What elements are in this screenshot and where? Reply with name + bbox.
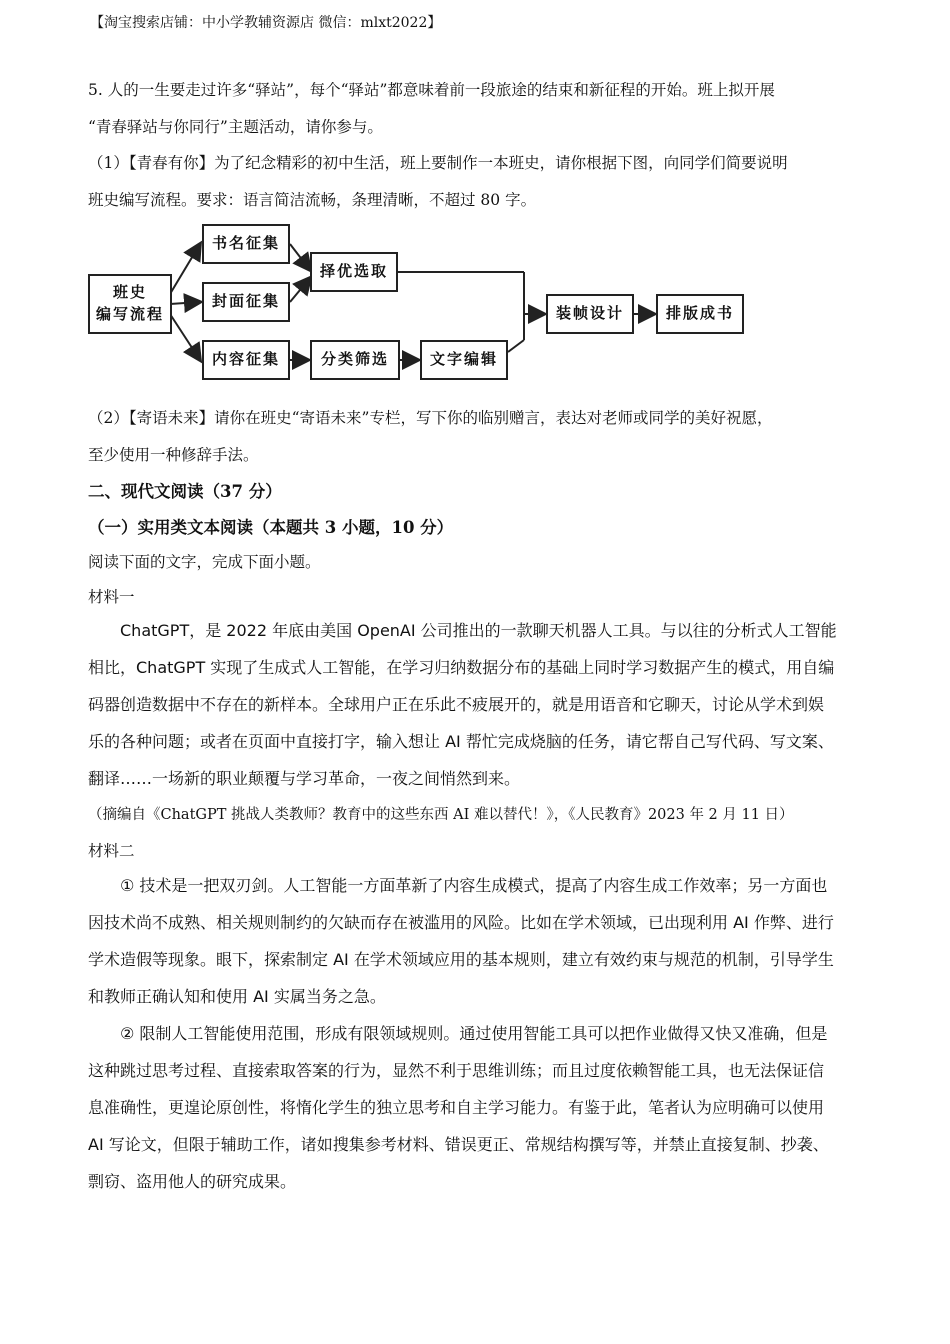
subquestion-2-line-2: 至少使用一种修辞手法。 xyxy=(88,446,259,464)
page-header: 【淘宝搜索店铺：中小学教辅资源店 微信：mlxt2022】 xyxy=(90,15,442,31)
material-1-label: 材料一 xyxy=(88,588,135,606)
material-2-para-2-line-1: ② 限制人工智能使用范围，形成有限领域规则。通过使用智能工具可以把作业做得又快又准确，但是 xyxy=(120,1024,828,1043)
flow-start-box xyxy=(88,274,172,334)
reading-instruction: 阅读下面的文字，完成下面小题。 xyxy=(88,553,321,571)
material-1-line-5: 翻译……一场新的职业颠覆与学习革命，一夜之间悄然到来。 xyxy=(88,769,521,788)
flow-cover-box: 封面征集 xyxy=(202,282,290,322)
material-2-para-1-line-4: 和教师正确认知和使用 AI 实属当务之急。 xyxy=(88,987,386,1006)
flow-classify-box: 分类筛选 xyxy=(310,340,400,380)
material-1-source: （摘编自《ChatGPT 挑战人类教师？教育中的这些东西 AI 难以替代！》，《人民教育》2023 年 2 月 11 日） xyxy=(88,807,794,823)
section-2-subtitle: （一）实用类文本阅读（本题共 3 小题，10 分） xyxy=(88,518,454,537)
material-2-para-2-line-2: 这种跳过思考过程、直接索取答案的行为，显然不利于思维训练；而且过度依赖智能工具，也无法保证信 xyxy=(88,1061,825,1080)
material-2-para-2-line-5: 剽窃、盗用他人的研究成果。 xyxy=(88,1172,297,1191)
material-1-line-3: 码器创造数据中不存在的新样本。全球用户正在乐此不疲展开的，就是用语音和它聊天，讨论从学术到娱 xyxy=(88,695,825,714)
material-1-line-1: ChatGPT，是 2022 年底由美国 OpenAI 公司推出的一款聊天机器人工具。与以往的分析式人工智能 xyxy=(120,621,837,640)
question-5-line-1: 5. 人的一生要走过许多“驿站”，每个“驿站”都意味着前一段旅途的结束和新征程的开始。班上拟开展 xyxy=(88,81,775,99)
flow-select-best-box: 择优选取 xyxy=(310,252,398,292)
question-5-line-2: “青春驿站与你同行”主题活动，请你参与。 xyxy=(88,118,383,136)
material-2-para-1-line-1: ① 技术是一把双刃剑。人工智能一方面革新了内容生成模式，提高了内容生成工作效率；另一方面也 xyxy=(120,876,828,895)
section-2-title: 二、现代文阅读（37 分） xyxy=(88,482,282,501)
flow-text-edit-box: 文字编辑 xyxy=(420,340,508,380)
material-1-line-4: 乐的各种问题；或者在页面中直接打字，输入想让 AI 帮忙完成烧脑的任务，请它帮自己写代码、写文案、 xyxy=(88,732,834,751)
flow-start-line-2: 编写流程 xyxy=(95,305,164,323)
material-2-label: 材料二 xyxy=(88,842,135,860)
subquestion-1-line-1: （1）【青春有你】为了纪念精彩的初中生活，班上要制作一本班史，请你根据下图，向同学们简要说明 xyxy=(88,154,788,172)
material-2-para-2-line-4: AI 写论文，但限于辅助工作，诸如搜集参考材料、错误更正、常规结构撰写等，并禁止直接复制、抄袭、 xyxy=(88,1135,829,1154)
flow-layout-box: 排版成书 xyxy=(656,294,744,334)
flow-book-name-box: 书名征集 xyxy=(202,224,290,264)
flowchart-connectors xyxy=(86,222,748,384)
flow-content-box: 内容征集 xyxy=(202,340,290,380)
flowchart xyxy=(86,222,748,384)
material-2-para-1-line-3: 学术造假等现象。眼下，探索制定 AI 在学术领域应用的基本规则，建立有效约束与规范的机制，引导学生 xyxy=(88,950,834,969)
subquestion-1-line-2: 班史编写流程。要求：语言简洁流畅，条理清晰，不超过 80 字。 xyxy=(88,191,537,209)
flow-binding-box: 装帧设计 xyxy=(546,294,634,334)
material-1-line-2: 相比，ChatGPT 实现了生成式人工智能，在学习归纳数据分布的基础上同时学习数据产生的模式，用自编 xyxy=(88,658,835,677)
material-2-para-1-line-2: 因技术尚不成熟、相关规则制约的欠缺而存在被滥用的风险。比如在学术领域，已出现利用 AI 作弊、进行 xyxy=(88,913,834,932)
flow-start-line-1: 班史 xyxy=(112,283,147,302)
material-2-para-2-line-3: 息准确性，更遑论原创性，将惰化学生的独立思考和自主学习能力。有鉴于此，笔者认为应明确可以使用 xyxy=(88,1098,825,1117)
subquestion-2-line-1: （2）【寄语未来】请你在班史“寄语未来”专栏，写下你的临别赠言，表达对老师或同学的美好祝愿， xyxy=(88,409,773,427)
